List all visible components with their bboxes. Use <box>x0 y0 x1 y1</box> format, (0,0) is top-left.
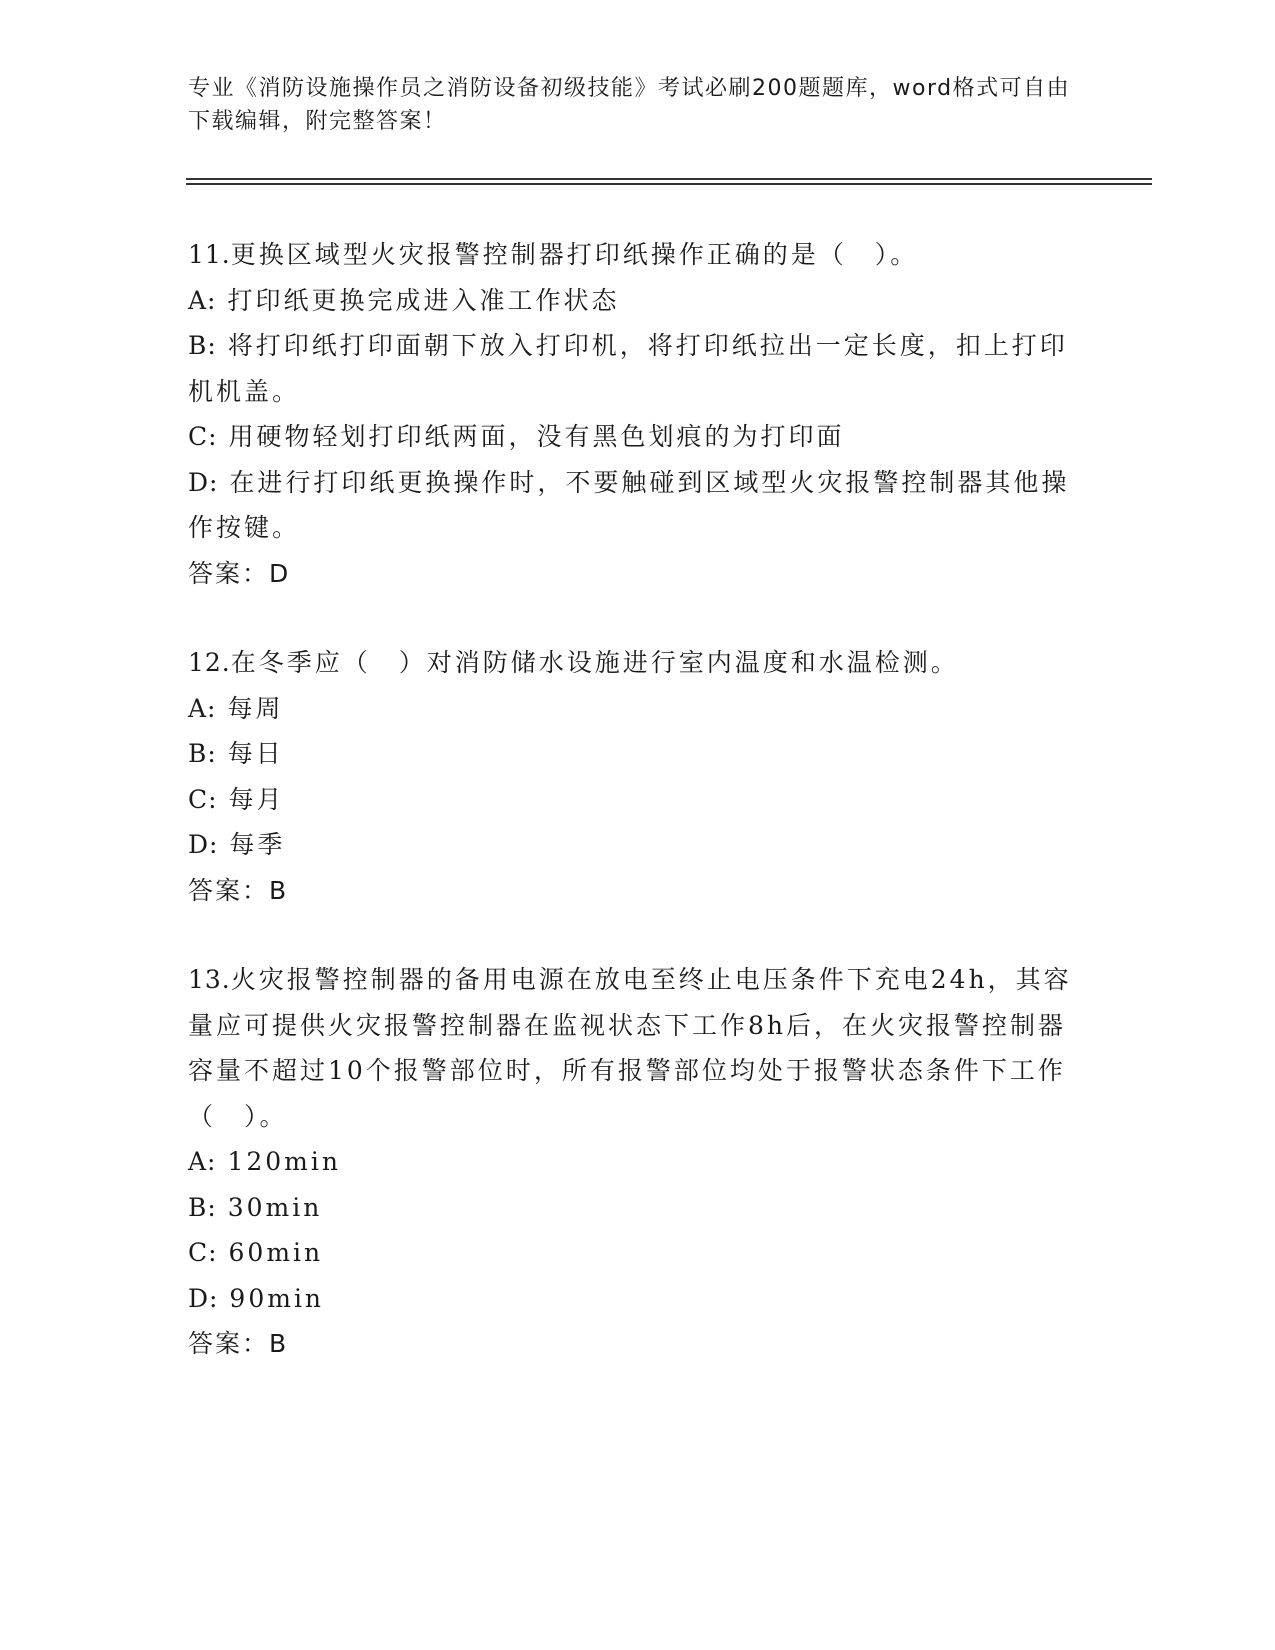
question-text: 火灾报警控制器的备用电源在放电至终止电压条件下充电24h，其容量应可提供火灾报警控制器在监视状态下工作8h后，在火灾报警控制器容量不超过10个报警部位时，所有报警部位均处于报警状态条件下工作（ ）。 <box>188 965 1072 1131</box>
question-13 <box>188 957 1088 1367</box>
option-key: B: <box>188 331 217 360</box>
option-key: A: <box>188 693 217 723</box>
question-stem <box>188 957 1088 1139</box>
option-key: D: <box>188 1283 219 1313</box>
option-key: A: <box>188 285 217 315</box>
question-stem <box>188 640 1088 686</box>
option-d <box>188 1276 1088 1322</box>
question-number: 12. <box>188 648 231 677</box>
answer-line: 答案：B <box>188 875 289 905</box>
question-number: 13. <box>188 965 231 994</box>
option-d <box>188 460 1088 551</box>
question-text: 在冬季应（ ）对消防储水设施进行室内温度和水温检测。 <box>230 648 959 677</box>
option-key: C: <box>188 784 218 814</box>
header-divider-top <box>186 178 1152 180</box>
option-key: D: <box>188 830 219 859</box>
option-text: 60min <box>228 1238 324 1267</box>
option-a <box>188 686 1088 732</box>
option-b <box>188 731 1088 777</box>
option-key: C: <box>188 1238 218 1267</box>
document-header: 专业《消防设施操作员之消防设备初级技能》考试必刷200题题库，word格式可自由下载编辑，附完整答案！ <box>188 76 1071 134</box>
option-text: 用硬物轻划打印纸两面，没有黑色划痕的为打印面 <box>228 422 845 451</box>
question-text: 更换区域型火灾报警控制器打印纸操作正确的是（ ）。 <box>230 240 919 269</box>
option-c <box>188 777 1088 823</box>
option-text: 30min <box>227 1192 323 1222</box>
question-11 <box>188 232 1088 596</box>
option-text: 在进行打印纸更换操作时，不要触碰到区域型火灾报警控制器其他操作按键。 <box>188 467 1070 542</box>
option-key: B: <box>188 739 217 768</box>
answer-line: 答案：B <box>188 1329 289 1358</box>
option-text: 90min <box>229 1283 325 1313</box>
option-b <box>188 1185 1088 1231</box>
option-text: 打印纸更换完成进入准工作状态 <box>227 285 620 315</box>
option-c <box>188 1230 1088 1276</box>
option-a <box>188 278 1088 324</box>
option-a <box>188 1139 1088 1185</box>
option-text: 每日 <box>227 739 284 768</box>
option-text: 每周 <box>227 693 284 723</box>
question-list <box>188 232 1088 1411</box>
option-key: B: <box>188 1192 217 1222</box>
option-c <box>188 414 1088 460</box>
option-text: 每月 <box>228 784 285 814</box>
question-12 <box>188 640 1088 913</box>
option-text: 每季 <box>229 830 286 859</box>
option-b <box>188 323 1088 414</box>
option-text: 将打印纸打印面朝下放入打印机，将打印纸拉出一定长度，扣上打印机机盖。 <box>188 331 1068 406</box>
question-number: 11. <box>188 240 231 269</box>
option-text: 120min <box>227 1147 341 1176</box>
option-d <box>188 822 1088 868</box>
option-key: D: <box>188 467 219 497</box>
answer-line: 答案：D <box>188 558 291 588</box>
question-stem <box>188 232 1088 278</box>
option-key: A: <box>188 1147 217 1176</box>
header-divider-bottom <box>186 183 1152 185</box>
option-key: C: <box>188 422 218 451</box>
